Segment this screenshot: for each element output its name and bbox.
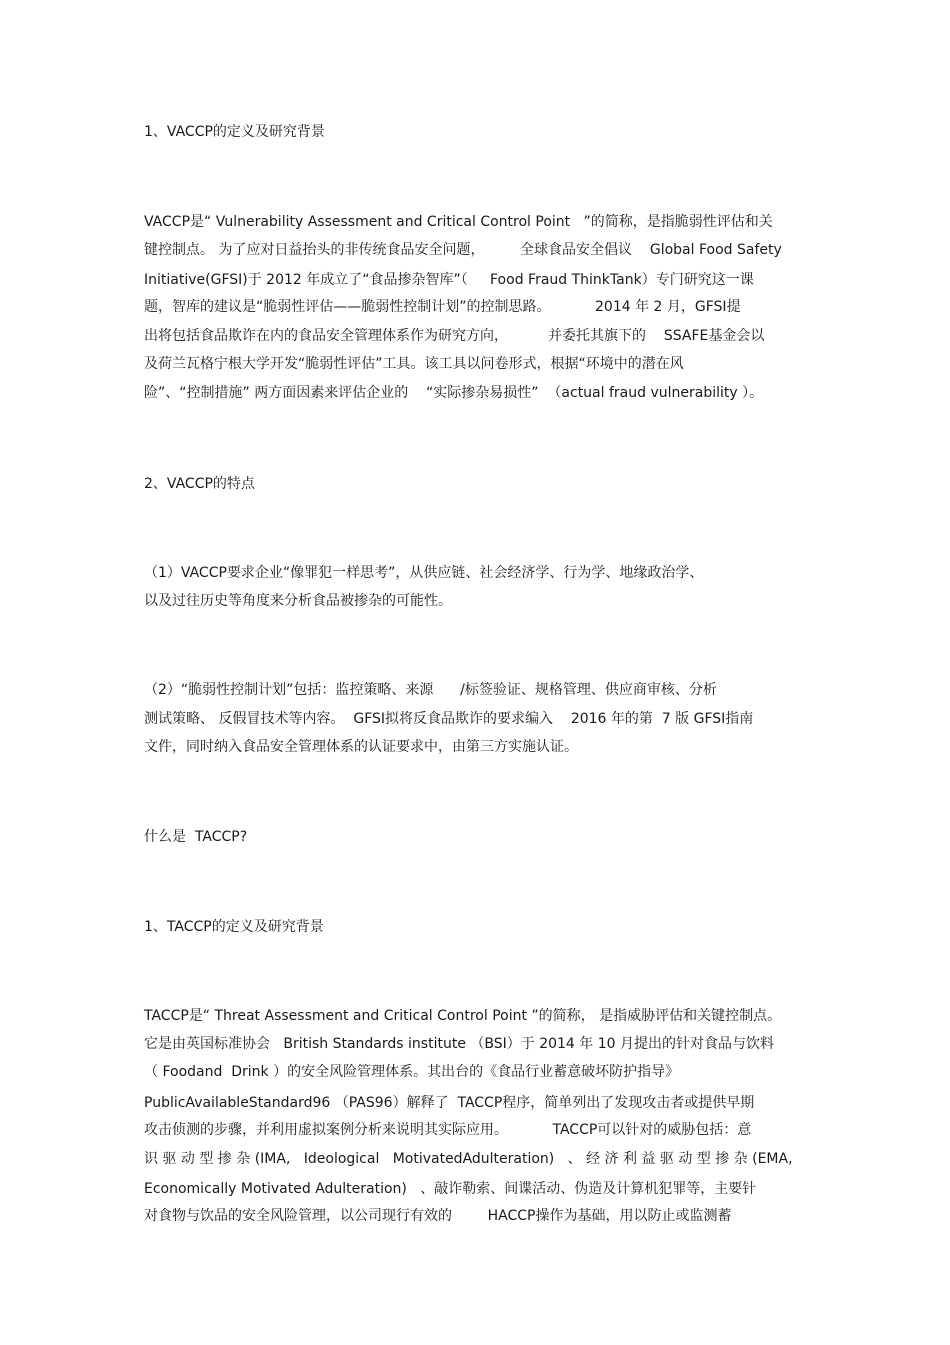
paragraph-line: 识 驱 动 型 掺 杂 (IMA, Ideological MotivatedAdulteration) 、 经 济 利 益 驱 动 型 掺 杂 (EMA, xyxy=(144,1151,793,1167)
feature-line: （2）“脆弱性控制计划”包括：监控策略、来源 /标签验证、规格管理、供应商审核、分析 xyxy=(144,682,717,698)
paragraph-line: Economically Motivated Adulteration) 、敲诈勒索、间谍活动、伪造及计算机犯罪等，主要针 xyxy=(144,1181,757,1197)
paragraph-line: 出将包括食品欺诈在内的食品安全管理体系作为研究方向， 并委托其旗下的 SSAFE基金会以 xyxy=(144,328,765,344)
paragraph-line: 及荷兰瓦格宁根大学开发“脆弱性评估”工具。该工具以问卷形式，根据“环境中的潜在风 xyxy=(144,356,684,372)
paragraph-line: VACCP是“ Vulnerability Assessment and Critical Control Point ”的简称，是指脆弱性评估和关 xyxy=(144,214,773,230)
feature-line: 文件，同时纳入食品安全管理体系的认证要求中，由第三方实施认证。 xyxy=(144,739,578,755)
paragraph-line: 对食物与饮品的安全风险管理，以公司现行有效的 HACCP操作为基础，用以防止或监测蓄 xyxy=(144,1208,732,1224)
paragraph-line: PublicAvailableStandard96 （PAS96）解释了 TACCP程序，简单列出了发现攻击者或提供早期 xyxy=(144,1095,755,1111)
feature-line: 测试策略、 反假冒技术等内容。 GFSI拟将反食品欺诈的要求编入 2016 年的第 7 版 GFSI指南 xyxy=(144,711,754,727)
vaccp-features-heading: 2、VACCP的特点 xyxy=(144,476,255,492)
vaccp-definition-heading: 1、VACCP的定义及研究背景 xyxy=(144,124,325,140)
paragraph-line: 键控制点。 为了应对日益抬头的非传统食品安全问题， 全球食品安全倡议 Global Food Safety xyxy=(144,242,782,258)
feature-line: 以及过往历史等角度来分析食品被掺杂的可能性。 xyxy=(144,593,452,609)
paragraph-line: TACCP是“ Threat Assessment and Critical Control Point ”的简称， 是指威胁评估和关键控制点。 xyxy=(144,1008,782,1024)
paragraph-line: 攻击侦测的步骤，并利用虚拟案例分析来说明其实际应用。 TACCP可以针对的威胁包括：意 xyxy=(144,1122,752,1138)
paragraph-line: Initiative(GFSI)于 2012 年成立了“食品掺杂智库”（ Food Fraud ThinkTank）专门研究这一课 xyxy=(144,272,754,288)
paragraph-line: 险”、“控制措施” 两方面因素来评估企业的 “实际掺杂易损性” （actual fraud vulnerability ）。 xyxy=(144,385,764,401)
feature-line: （1）VACCP要求企业“像罪犯一样思考”，从供应链、社会经济学、行为学、地缘政治学、 xyxy=(144,565,704,581)
taccp-definition-heading: 1、TACCP的定义及研究背景 xyxy=(144,919,324,935)
paragraph-line: （ Foodand Drink ）的安全风险管理体系。其出台的《食品行业蓄意破坏防护指导》 xyxy=(144,1064,680,1080)
taccp-question: 什么是 TACCP? xyxy=(144,829,248,845)
paragraph-line: 它是由英国标准协会 British Standards institute （BSI）于 2014 年 10 月提出的针对食品与饮料 xyxy=(144,1036,774,1052)
paragraph-line: 题，智库的建议是“脆弱性评估——脆弱性控制计划”的控制思路。 2014 年 2 月，GFSI提 xyxy=(144,299,741,315)
